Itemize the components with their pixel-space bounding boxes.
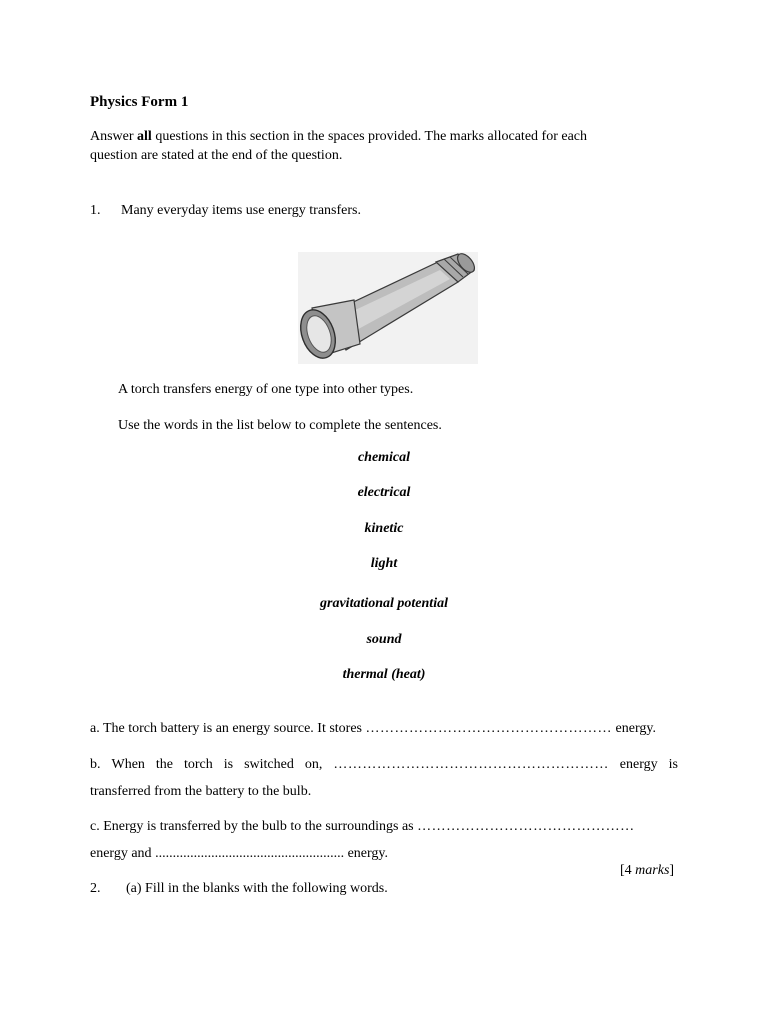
word: torch: [184, 757, 213, 772]
question-2-number: 2.: [90, 881, 101, 896]
word-list-item: sound: [366, 632, 402, 647]
word-list-item: gravitational potential: [320, 596, 448, 611]
marks-close: ]: [669, 863, 675, 878]
question-1-stem: Many everyday items use energy transfers.: [121, 203, 361, 218]
question-1c-line-1: [90, 819, 635, 835]
question-1b-line-2: transferred from the battery to the bulb.: [90, 784, 312, 799]
word: the: [155, 757, 174, 772]
question-1a-end: energy.: [615, 721, 656, 736]
torch-image: [298, 252, 478, 364]
word: When: [111, 757, 145, 772]
word: on,: [304, 757, 323, 772]
question-1c-text-2: energy and: [90, 846, 152, 861]
page-title: Physics Form 1: [90, 94, 189, 110]
word-list-item: thermal (heat): [342, 667, 426, 682]
word-list-item: light: [370, 556, 398, 571]
word: energy: [619, 757, 658, 772]
answer-blank[interactable]: …………………………………………………: [333, 757, 609, 772]
marks-open: [4: [620, 863, 636, 878]
question-1-number: 1.: [90, 203, 101, 218]
answer-blank[interactable]: ......................................................: [155, 846, 345, 861]
instructions-line-2: question are stated at the end of the question.: [90, 148, 343, 163]
answer-blank[interactable]: ……………………………………………: [365, 721, 613, 736]
torch-description: A torch transfers energy of one type into other types.: [118, 382, 414, 397]
word: b.: [90, 757, 101, 772]
word-list-item: chemical: [357, 450, 411, 465]
instructions-emphasis: all: [137, 129, 152, 144]
instructions-text-rest: questions in this section in the spaces provided. The marks allocated for each: [151, 129, 588, 144]
question-1c-text: c. Energy is transferred by the bulb to the surroundings as: [90, 819, 414, 834]
word: is: [668, 757, 678, 772]
answer-blank[interactable]: ………………………………………: [417, 819, 635, 834]
question-1b-line-1: [90, 757, 678, 773]
instructions-line-1: [90, 129, 587, 145]
question-2a-text: (a) Fill in the blanks with the following words.: [126, 881, 388, 896]
question-1c-end: energy.: [347, 846, 388, 861]
word: switched: [244, 757, 294, 772]
question-1a: [90, 721, 656, 737]
instructions-use-words: Use the words in the list below to complete the sentences.: [118, 418, 442, 433]
marks-allocation: [620, 863, 674, 879]
marks-word: marks: [635, 863, 670, 878]
word-list-item: kinetic: [364, 521, 404, 536]
word-list-item: electrical: [357, 485, 411, 500]
instructions-text: Answer: [90, 129, 138, 144]
question-1c-line-2: [90, 846, 388, 862]
question-1a-text: a. The torch battery is an energy source. It stores: [90, 721, 363, 736]
word: is: [223, 757, 234, 772]
